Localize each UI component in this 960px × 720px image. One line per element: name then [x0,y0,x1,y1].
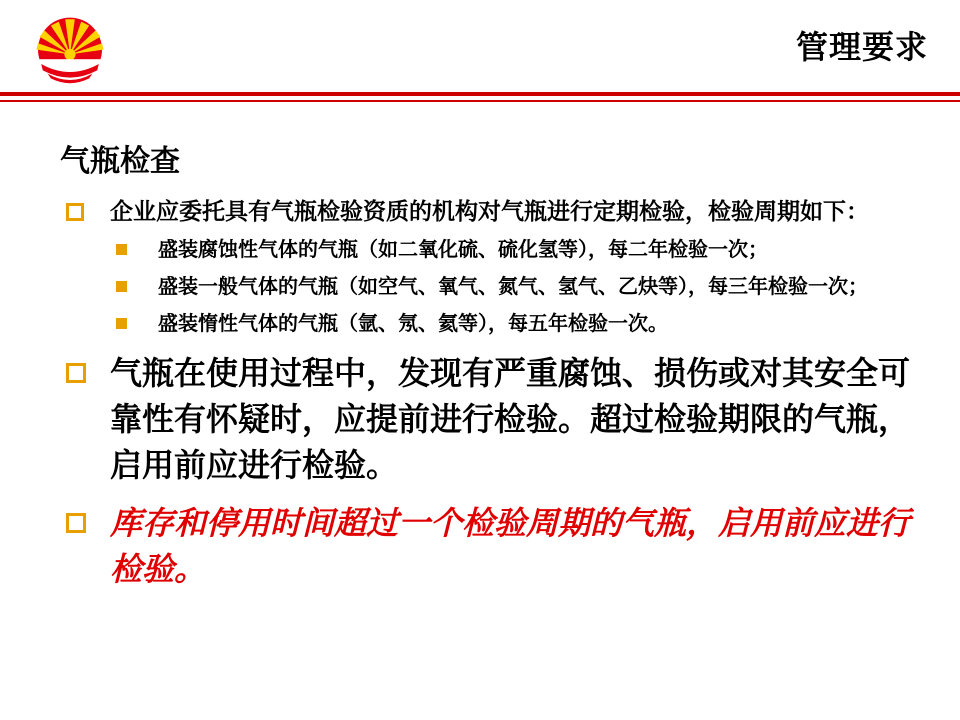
header-divider-thin [0,100,960,102]
sub-list-item [60,309,920,338]
filled-square-bullet-icon [116,281,127,292]
square-bullet-icon [66,363,86,383]
list-item-text: 库存和停用时间超过一个检验周期的气瓶，启用前应进行检验。 [110,504,911,588]
sub-list-item [60,272,920,301]
section-title: 气瓶检查 [60,144,180,179]
list-item-text: 气瓶在使用过程中，发现有严重腐蚀、损伤或对其安全可靠性有怀疑时，应提前进行检验。超过检验期限的气瓶，启用前应进行检验。 [110,354,911,484]
slide-content [60,140,920,592]
filled-square-bullet-icon [116,318,127,329]
sub-list-item-text: 盛装腐蚀性气体的气瓶（如二氧化硫、硫化氢等），每二年检验一次； [158,237,768,261]
list-item [60,194,920,231]
page-title: 管理要求 [795,28,928,66]
square-bullet-icon [66,203,84,221]
list-item-text: 企业应委托具有气瓶检验资质的机构对气瓶进行定期检验，检验周期如下： [110,199,869,225]
header-divider [0,92,960,96]
list-item-highlighted [60,500,920,592]
sub-list-item [60,235,920,264]
square-bullet-icon [66,513,86,533]
petrochina-logo-icon [30,8,110,88]
sub-list-item-text: 盛装惰性气体的气瓶（氩、氖、氦等），每五年检验一次。 [158,311,668,335]
list-item [60,350,920,488]
sub-list-item-text: 盛装一般气体的气瓶（如空气、氧气、氮气、氢气、乙炔等），每三年检验一次； [158,274,868,298]
filled-square-bullet-icon [116,244,127,255]
